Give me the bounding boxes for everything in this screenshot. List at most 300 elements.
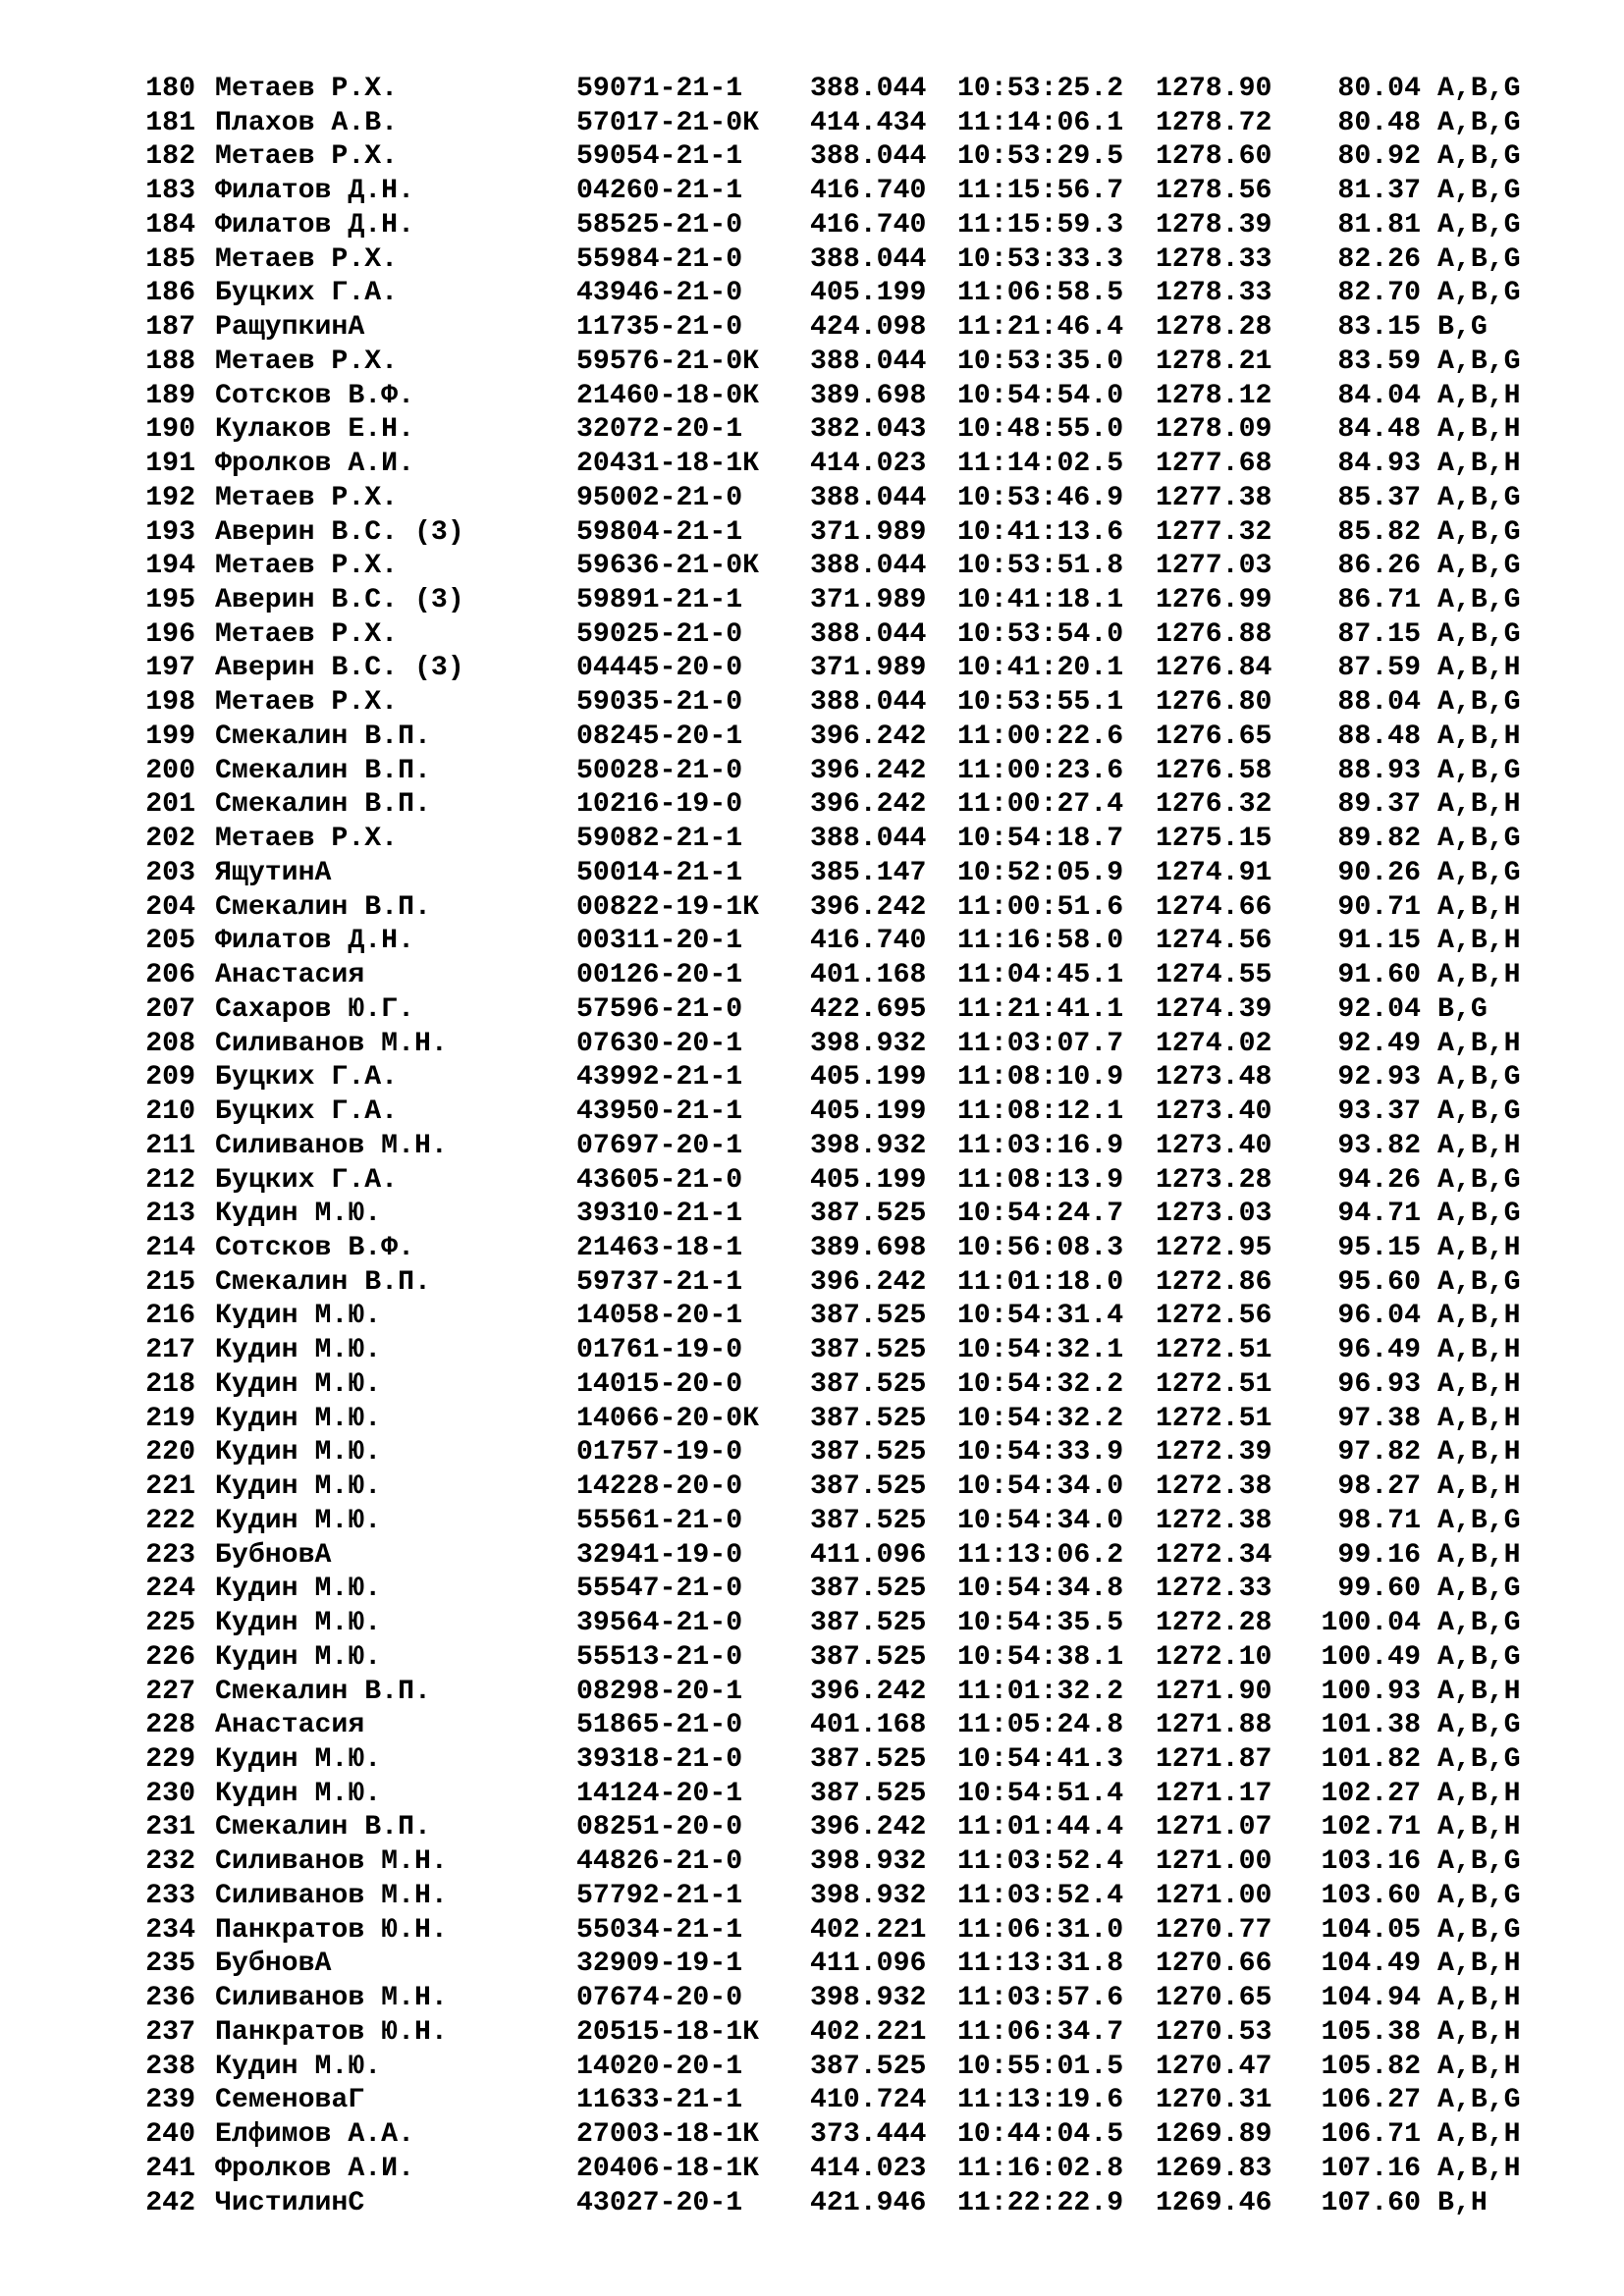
classes: B,G xyxy=(1437,993,1488,1025)
row-number: 241 xyxy=(145,2153,195,2184)
row-number: 203 xyxy=(145,857,195,888)
row-number: 199 xyxy=(145,721,195,752)
row-number: 206 xyxy=(145,960,195,991)
classes: A,B,G xyxy=(1437,2085,1521,2116)
speed: 1272.51 xyxy=(1156,1335,1272,1366)
classes: A,B,G xyxy=(1437,278,1521,309)
ring-number: 59804-21-1 xyxy=(576,516,743,548)
ring-number: 39564-21-0 xyxy=(576,1608,743,1639)
row-number: 220 xyxy=(145,1437,195,1468)
table-row xyxy=(144,1300,1575,1334)
fancier-name: Метаев Р.Х. xyxy=(215,74,399,104)
table-row xyxy=(144,140,1575,175)
coefficient: 84.93 xyxy=(1337,449,1421,480)
speed: 1272.95 xyxy=(1156,1232,1272,1263)
classes: A,B,G xyxy=(1437,1914,1521,1946)
arrival-time: 11:14:06.1 xyxy=(957,107,1124,138)
distance: 398.932 xyxy=(810,1130,927,1161)
speed: 1272.38 xyxy=(1156,1505,1272,1536)
row-number: 223 xyxy=(145,1539,195,1571)
ring-number: 58525-21-0 xyxy=(576,209,743,240)
coefficient: 84.04 xyxy=(1337,380,1421,411)
distance: 405.199 xyxy=(810,278,927,309)
coefficient: 90.26 xyxy=(1337,857,1421,888)
classes: A,B,G xyxy=(1437,74,1521,104)
ring-number: 14015-20-0 xyxy=(576,1368,743,1400)
fancier-name: Буцких Г.А. xyxy=(215,1164,399,1196)
speed: 1277.38 xyxy=(1156,482,1272,513)
arrival-time: 11:14:02.5 xyxy=(957,449,1124,480)
table-row xyxy=(144,2187,1575,2221)
distance: 387.525 xyxy=(810,1301,927,1332)
distance: 387.525 xyxy=(810,1403,927,1434)
ring-number: 07630-20-1 xyxy=(576,1028,743,1059)
coefficient: 104.05 xyxy=(1321,1914,1421,1946)
distance: 387.525 xyxy=(810,1368,927,1400)
fancier-name: Смекалин В.П. xyxy=(215,789,431,821)
coefficient: 88.93 xyxy=(1337,755,1421,786)
ring-number: 32072-20-1 xyxy=(576,414,743,446)
table-row xyxy=(144,1573,1575,1607)
distance: 414.023 xyxy=(810,2153,927,2184)
fancier-name: Метаев Р.Х. xyxy=(215,243,399,275)
coefficient: 92.04 xyxy=(1337,993,1421,1025)
speed: 1271.00 xyxy=(1156,1880,1272,1911)
speed: 1271.87 xyxy=(1156,1743,1272,1775)
fancier-name: Кудин М.Ю. xyxy=(215,1743,382,1775)
arrival-time: 11:08:13.9 xyxy=(957,1164,1124,1196)
coefficient: 107.16 xyxy=(1321,2153,1421,2184)
speed: 1272.39 xyxy=(1156,1437,1272,1468)
classes: A,B,H xyxy=(1437,1130,1521,1161)
speed: 1272.56 xyxy=(1156,1301,1272,1332)
fancier-name: Фролков А.И. xyxy=(215,449,414,480)
arrival-time: 11:13:06.2 xyxy=(957,1539,1124,1571)
table-row xyxy=(144,1334,1575,1368)
coefficient: 104.49 xyxy=(1321,1949,1421,1980)
distance: 396.242 xyxy=(810,1812,927,1843)
ring-number: 59071-21-1 xyxy=(576,74,743,104)
distance: 422.695 xyxy=(810,993,927,1025)
table-row xyxy=(144,1743,1575,1778)
arrival-time: 10:55:01.5 xyxy=(957,2051,1124,2082)
classes: A,B,H xyxy=(1437,960,1521,991)
table-row xyxy=(144,1505,1575,1539)
table-row xyxy=(144,993,1575,1028)
ring-number: 43950-21-1 xyxy=(576,1096,743,1128)
row-number: 216 xyxy=(145,1301,195,1332)
coefficient: 96.93 xyxy=(1337,1368,1421,1400)
row-number: 188 xyxy=(145,346,195,377)
fancier-name: Метаев Р.Х. xyxy=(215,346,399,377)
table-row xyxy=(144,2016,1575,2051)
classes: A,B,G xyxy=(1437,1199,1521,1230)
coefficient: 99.16 xyxy=(1337,1539,1421,1571)
fancier-name: Буцких Г.А. xyxy=(215,1062,399,1094)
distance: 414.434 xyxy=(810,107,927,138)
table-row xyxy=(144,2118,1575,2153)
distance: 388.044 xyxy=(810,243,927,275)
row-number: 239 xyxy=(145,2085,195,2116)
fancier-name: Филатов Д.Н. xyxy=(215,926,414,957)
row-number: 211 xyxy=(145,1130,195,1161)
arrival-time: 11:04:45.1 xyxy=(957,960,1124,991)
speed: 1273.28 xyxy=(1156,1164,1272,1196)
speed: 1274.39 xyxy=(1156,993,1272,1025)
row-number: 198 xyxy=(145,687,195,719)
table-row xyxy=(144,550,1575,584)
arrival-time: 10:54:34.8 xyxy=(957,1574,1124,1605)
arrival-time: 10:54:51.4 xyxy=(957,1778,1124,1809)
table-row xyxy=(144,1436,1575,1470)
fancier-name: Силиванов М.Н. xyxy=(215,1130,448,1161)
coefficient: 105.38 xyxy=(1321,2016,1421,2048)
arrival-time: 11:16:02.8 xyxy=(957,2153,1124,2184)
coefficient: 96.04 xyxy=(1337,1301,1421,1332)
ring-number: 59636-21-0К xyxy=(576,551,760,582)
arrival-time: 11:03:52.4 xyxy=(957,1846,1124,1878)
row-number: 236 xyxy=(145,1983,195,2014)
fancier-name: Кудин М.Ю. xyxy=(215,1335,382,1366)
classes: A,B,H xyxy=(1437,1778,1521,1809)
classes: A,B,H xyxy=(1437,1812,1521,1843)
speed: 1277.32 xyxy=(1156,516,1272,548)
arrival-time: 10:54:32.2 xyxy=(957,1403,1124,1434)
speed: 1276.84 xyxy=(1156,653,1272,684)
arrival-time: 11:05:24.8 xyxy=(957,1710,1124,1741)
ring-number: 32909-19-1 xyxy=(576,1949,743,1980)
classes: A,B,G xyxy=(1437,176,1521,207)
speed: 1274.91 xyxy=(1156,857,1272,888)
row-number: 240 xyxy=(145,2119,195,2151)
classes: A,B,G xyxy=(1437,1096,1521,1128)
classes: A,B,H xyxy=(1437,789,1521,821)
ring-number: 01761-19-0 xyxy=(576,1335,743,1366)
coefficient: 90.71 xyxy=(1337,891,1421,923)
arrival-time: 10:52:05.9 xyxy=(957,857,1124,888)
speed: 1271.90 xyxy=(1156,1676,1272,1707)
fancier-name: Кудин М.Ю. xyxy=(215,2051,382,2082)
distance: 396.242 xyxy=(810,755,927,786)
fancier-name: Смекалин В.П. xyxy=(215,721,431,752)
speed: 1278.21 xyxy=(1156,346,1272,377)
classes: A,B,G xyxy=(1437,516,1521,548)
table-row xyxy=(144,1232,1575,1266)
row-number: 187 xyxy=(145,312,195,344)
row-number: 238 xyxy=(145,2051,195,2082)
table-row xyxy=(144,1709,1575,1743)
fancier-name: Кудин М.Ю. xyxy=(215,1301,382,1332)
speed: 1275.15 xyxy=(1156,824,1272,855)
row-number: 193 xyxy=(145,516,195,548)
classes: A,B,G xyxy=(1437,687,1521,719)
table-row xyxy=(144,1061,1575,1095)
speed: 1278.39 xyxy=(1156,209,1272,240)
classes: A,B,G xyxy=(1437,107,1521,138)
ring-number: 95002-21-0 xyxy=(576,482,743,513)
speed: 1276.58 xyxy=(1156,755,1272,786)
coefficient: 98.27 xyxy=(1337,1471,1421,1503)
ring-number: 20406-18-1К xyxy=(576,2153,760,2184)
coefficient: 86.71 xyxy=(1337,585,1421,616)
row-number: 235 xyxy=(145,1949,195,1980)
table-row xyxy=(144,788,1575,823)
distance: 405.199 xyxy=(810,1164,927,1196)
table-row xyxy=(144,482,1575,516)
classes: A,B,G xyxy=(1437,1608,1521,1639)
fancier-name: Метаев Р.Х. xyxy=(215,482,399,513)
ring-number: 57017-21-0К xyxy=(576,107,760,138)
coefficient: 106.71 xyxy=(1321,2119,1421,2151)
fancier-name: Филатов Д.Н. xyxy=(215,176,414,207)
fancier-name: Смекалин В.П. xyxy=(215,1676,431,1707)
fancier-name: Силиванов М.Н. xyxy=(215,1880,448,1911)
row-number: 207 xyxy=(145,993,195,1025)
table-row xyxy=(144,107,1575,141)
coefficient: 80.92 xyxy=(1337,141,1421,173)
row-number: 196 xyxy=(145,618,195,650)
coefficient: 96.49 xyxy=(1337,1335,1421,1366)
table-row xyxy=(144,175,1575,209)
distance: 387.525 xyxy=(810,1505,927,1536)
ring-number: 11735-21-0 xyxy=(576,312,743,344)
speed: 1269.89 xyxy=(1156,2119,1272,2151)
distance: 402.221 xyxy=(810,2016,927,2048)
classes: A,B,G xyxy=(1437,1710,1521,1741)
arrival-time: 10:54:32.2 xyxy=(957,1368,1124,1400)
row-number: 195 xyxy=(145,585,195,616)
fancier-name: СеменоваГ xyxy=(215,2085,365,2116)
distance: 387.525 xyxy=(810,1743,927,1775)
table-row xyxy=(144,1470,1575,1505)
classes: A,B,G xyxy=(1437,346,1521,377)
arrival-time: 11:00:51.6 xyxy=(957,891,1124,923)
arrival-time: 11:03:07.7 xyxy=(957,1028,1124,1059)
fancier-name: Метаев Р.Х. xyxy=(215,141,399,173)
fancier-name: Аверин В.С. (3) xyxy=(215,653,464,684)
row-number: 201 xyxy=(145,789,195,821)
row-number: 197 xyxy=(145,653,195,684)
speed: 1277.68 xyxy=(1156,449,1272,480)
row-number: 182 xyxy=(145,141,195,173)
row-number: 209 xyxy=(145,1062,195,1094)
ring-number: 10216-19-0 xyxy=(576,789,743,821)
fancier-name: Кудин М.Ю. xyxy=(215,1505,382,1536)
table-row xyxy=(144,1641,1575,1676)
ring-number: 55984-21-0 xyxy=(576,243,743,275)
coefficient: 92.49 xyxy=(1337,1028,1421,1059)
classes: A,B,G xyxy=(1437,585,1521,616)
row-number: 215 xyxy=(145,1266,195,1298)
arrival-time: 10:53:25.2 xyxy=(957,74,1124,104)
distance: 388.044 xyxy=(810,141,927,173)
distance: 405.199 xyxy=(810,1062,927,1094)
arrival-time: 11:03:16.9 xyxy=(957,1130,1124,1161)
fancier-name: Филатов Д.Н. xyxy=(215,209,414,240)
distance: 416.740 xyxy=(810,209,927,240)
table-row xyxy=(144,1914,1575,1949)
row-number: 184 xyxy=(145,209,195,240)
table-row xyxy=(144,2084,1575,2118)
coefficient: 87.15 xyxy=(1337,618,1421,650)
coefficient: 81.81 xyxy=(1337,209,1421,240)
table-row xyxy=(144,209,1575,243)
classes: A,B,G xyxy=(1437,755,1521,786)
row-number: 224 xyxy=(145,1574,195,1605)
ring-number: 00126-20-1 xyxy=(576,960,743,991)
distance: 387.525 xyxy=(810,2051,927,2082)
coefficient: 105.82 xyxy=(1321,2051,1421,2082)
arrival-time: 10:54:35.5 xyxy=(957,1608,1124,1639)
classes: A,B,G xyxy=(1437,209,1521,240)
arrival-time: 11:00:27.4 xyxy=(957,789,1124,821)
distance: 373.444 xyxy=(810,2119,927,2151)
row-number: 186 xyxy=(145,278,195,309)
coefficient: 103.16 xyxy=(1321,1846,1421,1878)
ring-number: 14228-20-0 xyxy=(576,1471,743,1503)
classes: A,B,G xyxy=(1437,1574,1521,1605)
distance: 401.168 xyxy=(810,1710,927,1741)
speed: 1274.56 xyxy=(1156,926,1272,957)
fancier-name: Аверин В.С. (3) xyxy=(215,516,464,548)
speed: 1270.65 xyxy=(1156,1983,1272,2014)
speed: 1272.33 xyxy=(1156,1574,1272,1605)
ring-number: 20431-18-1К xyxy=(576,449,760,480)
classes: A,B,G xyxy=(1437,1164,1521,1196)
ring-number: 21463-18-1 xyxy=(576,1232,743,1263)
table-row xyxy=(144,1607,1575,1641)
row-number: 229 xyxy=(145,1743,195,1775)
distance: 387.525 xyxy=(810,1437,927,1468)
row-number: 218 xyxy=(145,1368,195,1400)
fancier-name: Панкратов Ю.Н. xyxy=(215,1914,448,1946)
arrival-time: 10:54:31.4 xyxy=(957,1301,1124,1332)
distance: 382.043 xyxy=(810,414,927,446)
row-number: 190 xyxy=(145,414,195,446)
classes: A,B,G xyxy=(1437,857,1521,888)
distance: 387.525 xyxy=(810,1574,927,1605)
speed: 1270.53 xyxy=(1156,2016,1272,2048)
fancier-name: Силиванов М.Н. xyxy=(215,1983,448,2014)
arrival-time: 10:53:29.5 xyxy=(957,141,1124,173)
fancier-name: Сахаров Ю.Г. xyxy=(215,993,414,1025)
row-number: 222 xyxy=(145,1505,195,1536)
arrival-time: 11:01:18.0 xyxy=(957,1266,1124,1298)
row-number: 227 xyxy=(145,1676,195,1707)
distance: 416.740 xyxy=(810,926,927,957)
arrival-time: 11:00:22.6 xyxy=(957,721,1124,752)
table-row xyxy=(144,413,1575,448)
table-row xyxy=(144,1845,1575,1880)
classes: A,B,H xyxy=(1437,653,1521,684)
distance: 424.098 xyxy=(810,312,927,344)
speed: 1273.48 xyxy=(1156,1062,1272,1094)
distance: 396.242 xyxy=(810,1266,927,1298)
fancier-name: Буцких Г.А. xyxy=(215,1096,399,1128)
table-row xyxy=(144,1368,1575,1403)
fancier-name: Кулаков Е.Н. xyxy=(215,414,414,446)
arrival-time: 11:08:10.9 xyxy=(957,1062,1124,1094)
table-row xyxy=(144,277,1575,311)
distance: 401.168 xyxy=(810,960,927,991)
row-number: 185 xyxy=(145,243,195,275)
ring-number: 50014-21-1 xyxy=(576,857,743,888)
row-number: 192 xyxy=(145,482,195,513)
arrival-time: 10:54:38.1 xyxy=(957,1641,1124,1673)
speed: 1269.46 xyxy=(1156,2187,1272,2218)
distance: 396.242 xyxy=(810,721,927,752)
speed: 1273.40 xyxy=(1156,1130,1272,1161)
ring-number: 43992-21-1 xyxy=(576,1062,743,1094)
arrival-time: 10:48:55.0 xyxy=(957,414,1124,446)
ring-number: 14058-20-1 xyxy=(576,1301,743,1332)
distance: 398.932 xyxy=(810,1880,927,1911)
fancier-name: Панкратов Ю.Н. xyxy=(215,2016,448,2048)
distance: 398.932 xyxy=(810,1983,927,2014)
speed: 1278.60 xyxy=(1156,141,1272,173)
classes: A,B,H xyxy=(1437,380,1521,411)
coefficient: 84.48 xyxy=(1337,414,1421,446)
classes: A,B,H xyxy=(1437,926,1521,957)
row-number: 233 xyxy=(145,1880,195,1911)
table-row xyxy=(144,1811,1575,1845)
table-row xyxy=(144,652,1575,686)
arrival-time: 10:53:51.8 xyxy=(957,551,1124,582)
fancier-name: Метаев Р.Х. xyxy=(215,687,399,719)
arrival-time: 11:01:44.4 xyxy=(957,1812,1124,1843)
coefficient: 100.93 xyxy=(1321,1676,1421,1707)
coefficient: 100.04 xyxy=(1321,1608,1421,1639)
distance: 371.989 xyxy=(810,516,927,548)
speed: 1274.02 xyxy=(1156,1028,1272,1059)
row-number: 228 xyxy=(145,1710,195,1741)
coefficient: 82.70 xyxy=(1337,278,1421,309)
table-row xyxy=(144,2153,1575,2187)
ring-number: 59082-21-1 xyxy=(576,824,743,855)
table-row xyxy=(144,1982,1575,2016)
speed: 1276.99 xyxy=(1156,585,1272,616)
coefficient: 88.48 xyxy=(1337,721,1421,752)
fancier-name: Кудин М.Ю. xyxy=(215,1471,382,1503)
ring-number: 39318-21-0 xyxy=(576,1743,743,1775)
arrival-time: 10:53:35.0 xyxy=(957,346,1124,377)
coefficient: 100.49 xyxy=(1321,1641,1421,1673)
classes: A,B,H xyxy=(1437,891,1521,923)
distance: 385.147 xyxy=(810,857,927,888)
row-number: 230 xyxy=(145,1778,195,1809)
arrival-time: 11:22:22.9 xyxy=(957,2187,1124,2218)
fancier-name: Кудин М.Ю. xyxy=(215,1778,382,1809)
ring-number: 01757-19-0 xyxy=(576,1437,743,1468)
speed: 1271.07 xyxy=(1156,1812,1272,1843)
table-row xyxy=(144,755,1575,789)
ring-number: 44826-21-0 xyxy=(576,1846,743,1878)
row-number: 214 xyxy=(145,1232,195,1263)
row-number: 204 xyxy=(145,891,195,923)
ring-number: 08251-20-0 xyxy=(576,1812,743,1843)
distance: 405.199 xyxy=(810,1096,927,1128)
arrival-time: 11:00:23.6 xyxy=(957,755,1124,786)
fancier-name: Анастасия xyxy=(215,1710,365,1741)
ring-number: 20515-18-1К xyxy=(576,2016,760,2048)
coefficient: 97.82 xyxy=(1337,1437,1421,1468)
results-table xyxy=(144,73,1575,2220)
speed: 1270.66 xyxy=(1156,1949,1272,1980)
arrival-time: 10:53:33.3 xyxy=(957,243,1124,275)
ring-number: 32941-19-0 xyxy=(576,1539,743,1571)
table-row xyxy=(144,516,1575,551)
ring-number: 14020-20-1 xyxy=(576,2051,743,2082)
